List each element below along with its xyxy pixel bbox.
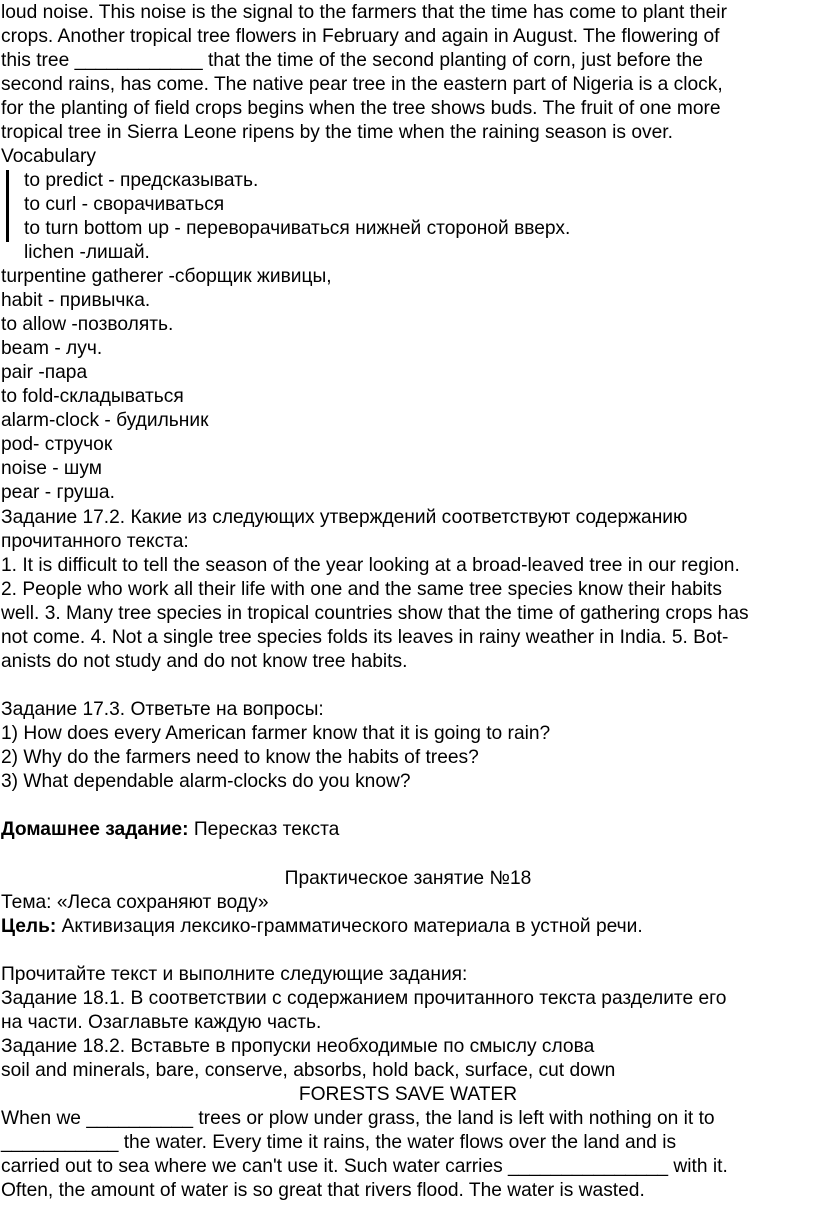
vocab-item: alarm-clock - будильник xyxy=(1,410,209,431)
vocab-item: to curl - сворачиваться xyxy=(24,194,225,215)
homework-text: Пересказ текста xyxy=(188,819,340,840)
vocab-item: pair -пара xyxy=(1,362,88,383)
task-17-2-line: anists do not study and do not know tree habits. xyxy=(1,651,408,672)
task-18-1: на части. Озаглавьте каждую часть. xyxy=(1,1012,322,1033)
goal-label: Цель: xyxy=(1,916,57,937)
paragraph-line: this tree ____________ that the time of the second planting of corn, just before the xyxy=(1,50,703,71)
question: 3) What dependable alarm-clocks do you know? xyxy=(1,771,411,792)
question: 2) Why do the farmers need to know the habits of trees? xyxy=(1,747,479,768)
task-17-2-line: 1. It is difficult to tell the season of the year looking at a broad-leaved tree in our region. xyxy=(1,555,740,576)
text-line: Often, the amount of water is so great that rivers flood. The water is wasted. xyxy=(1,1180,645,1201)
vocab-item: pod- стручок xyxy=(1,434,113,455)
instructions: Прочитайте текст и выполните следующие задания: xyxy=(1,964,468,985)
task-18-2-heading: Задание 18.2. Вставьте в пропуски необходимые по смыслу слова xyxy=(1,1036,595,1057)
question: 1) How does every American farmer know that it is going to rain? xyxy=(1,723,551,744)
vocab-item: habit - привычка. xyxy=(1,290,151,311)
task-17-2-heading: прочитанного текста: xyxy=(1,531,189,552)
paragraph-line: crops. Another tropical tree flowers in February and again in August. The flowering of xyxy=(1,26,720,47)
vocab-item: noise - шум xyxy=(1,458,102,479)
vocab-item: to turn bottom up - переворачиваться нижней стороной вверх. xyxy=(24,218,571,239)
paragraph-line: second rains, has come. The native pear tree in the eastern part of Nigeria is a clock, xyxy=(1,74,723,95)
task-17-3-heading: Задание 17.3. Ответьте на вопросы: xyxy=(1,699,324,720)
task-18-1: Задание 18.1. В соответствии с содержанием прочитанного текста разделите его xyxy=(1,988,727,1009)
vocab-item: beam - луч. xyxy=(1,338,103,359)
task-17-2-line: not come. 4. Not a single tree species folds its leaves in rainy weather in India. 5. Bot- xyxy=(1,627,729,648)
vocabulary-heading: Vocabulary xyxy=(1,146,96,167)
paragraph-line: tropical tree in Sierra Leone ripens by the time when the raining season is over. xyxy=(1,122,673,143)
homework-label: Домашнее задание: xyxy=(1,819,189,840)
lesson-title: Практическое занятие №18 xyxy=(284,868,532,889)
vocab-item: to allow -позволять. xyxy=(1,314,174,335)
homework xyxy=(1,818,339,842)
text-line: ___________ the water. Every time it rains, the water flows over the land and is xyxy=(1,1132,677,1153)
text-line: carried out to sea where we can't use it. Such water carries _______________ with it. xyxy=(1,1156,728,1177)
text-line: When we __________ trees or plow under grass, the land is left with nothing on it to xyxy=(1,1108,715,1129)
task-17-2-heading: Задание 17.2. Какие из следующих утверждений соответствуют содержанию xyxy=(1,507,688,528)
vocab-item: to predict - предсказывать. xyxy=(24,170,259,191)
vocab-item: lichen -лишай. xyxy=(24,242,150,263)
text-title: FORESTS SAVE WATER xyxy=(298,1084,518,1105)
lesson-goal xyxy=(1,915,643,939)
task-17-2-line: 2. People who work all their life with one and the same tree species know their habits xyxy=(1,579,722,600)
vocab-item: turpentine gatherer -сборщик живицы, xyxy=(1,266,332,287)
paragraph-line: loud noise. This noise is the signal to the farmers that the time has come to plant their xyxy=(1,2,727,23)
task-17-2-line: well. 3. Many tree species in tropical countries show that the time of gathering crops has xyxy=(1,603,749,624)
vocabulary-margin-bar xyxy=(6,170,9,242)
vocab-item: to fold-складываться xyxy=(1,386,184,407)
goal-text: Активизация лексико-грамматического материала в устной речи. xyxy=(56,916,643,937)
task-18-2-words: soil and minerals, bare, conserve, absorbs, hold back, surface, cut down xyxy=(1,1060,616,1081)
vocab-item: pear - груша. xyxy=(1,482,115,503)
paragraph-line: for the planting of field crops begins when the tree shows buds. The fruit of one more xyxy=(1,98,721,119)
lesson-topic: Тема: «Леса сохраняют воду» xyxy=(1,892,269,913)
